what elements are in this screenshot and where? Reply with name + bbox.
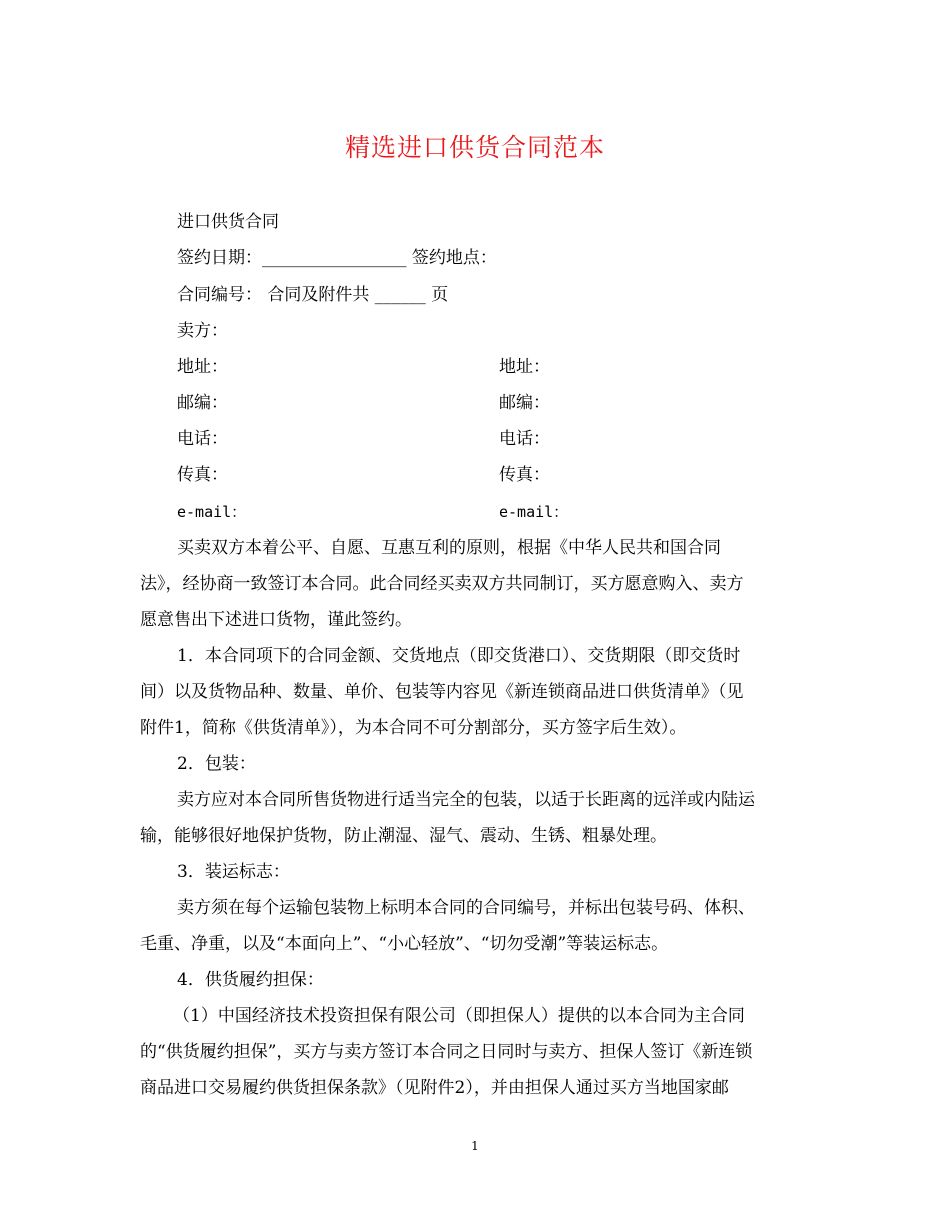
clause-3-paragraph — [140, 890, 812, 962]
intro-paragraph — [140, 530, 812, 638]
clause-2-heading: 2．包装： — [177, 754, 256, 774]
contract-number-line: 合同编号： 合同及附件共 ______ 页 — [177, 285, 449, 305]
paragraph-line: 愿意售出下述进口货物，谨此签约。 — [140, 610, 412, 630]
left-postcode-label: 邮编： — [177, 393, 228, 413]
paragraph-line: 买卖双方本着公平、自愿、互惠互利的原则，根据《中华人民共和国合同 — [177, 538, 721, 558]
clause-4-heading: 4．供货履约担保： — [177, 970, 324, 990]
clause-3-heading-block — [140, 854, 812, 890]
page-number: 1 — [471, 1139, 479, 1153]
right-postcode-label: 邮编： — [499, 393, 550, 413]
paragraph-line: （1）中国经济技术投资担保有限公司（即担保人）提供的以本合同为主合同 — [173, 1006, 745, 1026]
document-title: 精选进口供货合同范本 — [344, 133, 605, 162]
paragraph-line: 间）以及货物品种、数量、单价、包装等内容见《新连锁商品进口供货清单》（见 — [140, 682, 744, 702]
seller-label: 卖方： — [177, 321, 228, 341]
left-phone-label: 电话： — [177, 429, 228, 449]
clause-1-paragraph — [140, 638, 812, 746]
left-fax-label: 传真： — [177, 465, 228, 485]
paragraph-line: 1．本合同项下的合同金额、交货地点（即交货港口）、交货期限（即交货时 — [177, 646, 741, 666]
right-fax-label: 传真： — [499, 465, 550, 485]
paragraph-line: 毛重、净重，以及“本面向上”、“小心轻放”、“切勿受潮”等装运标志。 — [140, 934, 669, 954]
paragraph-line: 附件1，简称《供货清单》），为本合同不可分割部分，买方签字后生效）。 — [140, 718, 687, 738]
sign-date-line: 签约日期：_________________ 签约地点： — [177, 248, 497, 268]
paragraph-line: 法》，经协商一致签订本合同。此合同经买卖双方共同制订，买方愿意购入、卖方 — [140, 574, 744, 594]
clause-2-paragraph — [140, 782, 812, 854]
paragraph-line: 卖方应对本合同所售货物进行适当完全的包装，以适于长距离的远洋或内陆运 — [177, 790, 755, 810]
right-email-label: e-mail： — [499, 503, 569, 521]
clause-2-heading-block — [140, 746, 812, 782]
clause-4-paragraph — [140, 998, 812, 1106]
right-address-label: 地址： — [499, 357, 550, 377]
paragraph-line: 的“供货履约担保”，买方与卖方签订本合同之日同时与卖方、担保人签订《新连锁 — [140, 1042, 753, 1062]
clause-4-heading-block — [140, 962, 812, 998]
right-phone-label: 电话： — [499, 429, 550, 449]
paragraph-line: 卖方须在每个运输包装物上标明本合同的合同编号，并标出包装号码、体积、 — [177, 898, 755, 918]
paragraph-line: 商品进口交易履约供货担保条款》（见附件2），并由担保人通过买方当地国家邮 — [140, 1078, 729, 1098]
contract-name: 进口供货合同 — [177, 212, 279, 232]
left-address-label: 地址： — [177, 357, 228, 377]
clause-3-heading: 3．装运标志： — [177, 862, 290, 882]
paragraph-line: 输，能够很好地保护货物，防止潮湿、湿气、震动、生锈、粗暴处理。 — [140, 826, 667, 846]
left-email-label: e-mail： — [177, 503, 247, 521]
